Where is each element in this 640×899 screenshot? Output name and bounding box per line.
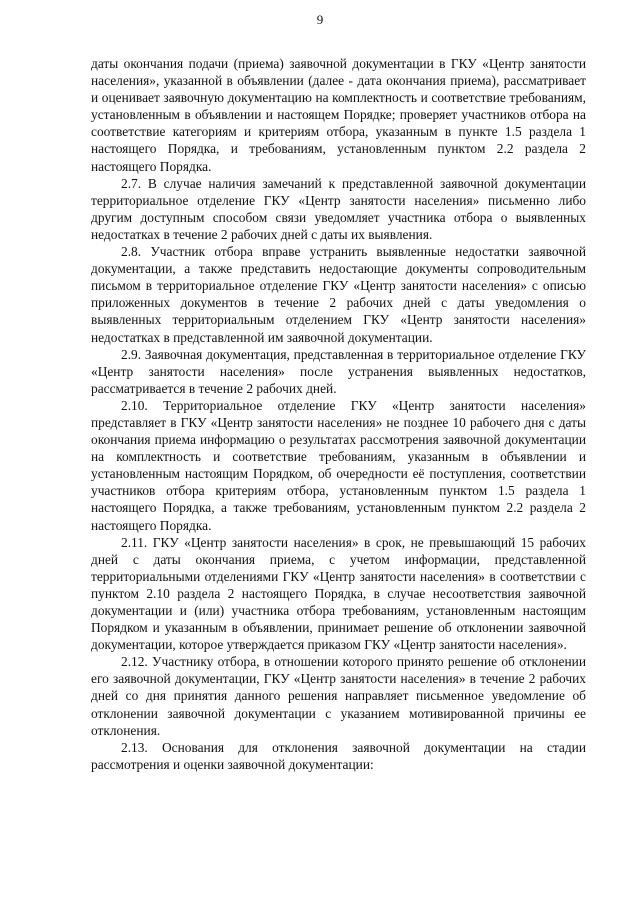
page-number: 9 — [316, 12, 324, 27]
paragraph-2-13: 2.13. Основания для отклонения заявочной документации на стадии рассмотрения и оценки заявочной документации: — [91, 739, 586, 772]
paragraph-2-12: 2.12. Участнику отбора, в отношении которого принято решение об отклонении его заявочной документации, ГКУ «Центр занятости населения» в течение 2 рабочих дней со дня принятия данного решения направляет письменное уведомление об отклонении заявочной документации с указанием мотивированной причины ее отклонения. — [91, 654, 586, 738]
paragraph-2-11: 2.11. ГКУ «Центр занятости населения» в срок, не превышающий 15 рабочих дней с даты окончания приема, с учетом информации, представленной территориальными отделениями ГКУ «Центр занятости населения» в соответствии с пунктом 2.10 раздела 2 настоящего Порядка, в случае несоответствия заявочной документации и (или) участника отбора требованиям, установленным настоящим Порядком и указанным в объявлении, принимает решение об отклонении заявочной документации, которое утверждается приказом ГКУ «Центр занятости населения». — [91, 534, 586, 653]
paragraph-2-8: 2.8. Участник отбора вправе устранить выявленные недостатки заявочной документации, а также представить недостающие документы сопроводительным письмом в территориальное отделение ГКУ «Центр занятости населения» с описью приложенных документов в течение 2 рабочих дней с даты уведомления о выявленных территориальным отделением ГКУ «Центр занятости населения» недостатках в представленной им заявочной документации. — [91, 244, 586, 345]
paragraph-2-10: 2.10. Территориальное отделение ГКУ «Центр занятости населения» представляет в ГКУ «Центр занятости населения» не позднее 10 рабочего дня с даты окончания приема информацию о результатах рассмотрения заявочной документации на комплектность и соответствие требованиям, указанным в объявлении и установленным настоящим Порядком, об очередности её поступления, соответствии участников отбора критериям отбора, установленным пунктом 1.5 раздела 1 настоящего Порядка, а также требованиям, установленным пунктом 2.2 раздела 2 настоящего Порядка. — [91, 397, 586, 533]
paragraph-2-7: 2.7. В случае наличия замечаний к представленной заявочной документации территориальное отделение ГКУ «Центр занятости населения» письменно либо другим доступным способом связи уведомляет участника отбора о выявленных недостатках в течение 2 рабочих дней с даты их выявления. — [91, 175, 586, 242]
document-body — [91, 55, 586, 773]
paragraph-continuation: даты окончания подачи (приема) заявочной документации в ГКУ «Центр занятости населения», указанной в объявлении (далее - дата окончания приема), рассматривает и оценивает заявочную документацию на комплектность и соответствие требованиям, установленным в объявлении и настоящем Порядке; проверяет участников отбора на соответствие категориям и критериям отбора, указанным в пункте 1.5 раздела 1 настоящего Порядка, и требованиям, установленным пунктом 2.2 раздела 2 настоящего Порядка. — [91, 56, 586, 174]
paragraph-2-9: 2.9. Заявочная документация, представленная в территориальное отделение ГКУ «Центр занятости населения» после устранения выявленных недостатков, рассматривается в течение 2 рабочих дней. — [91, 346, 586, 396]
